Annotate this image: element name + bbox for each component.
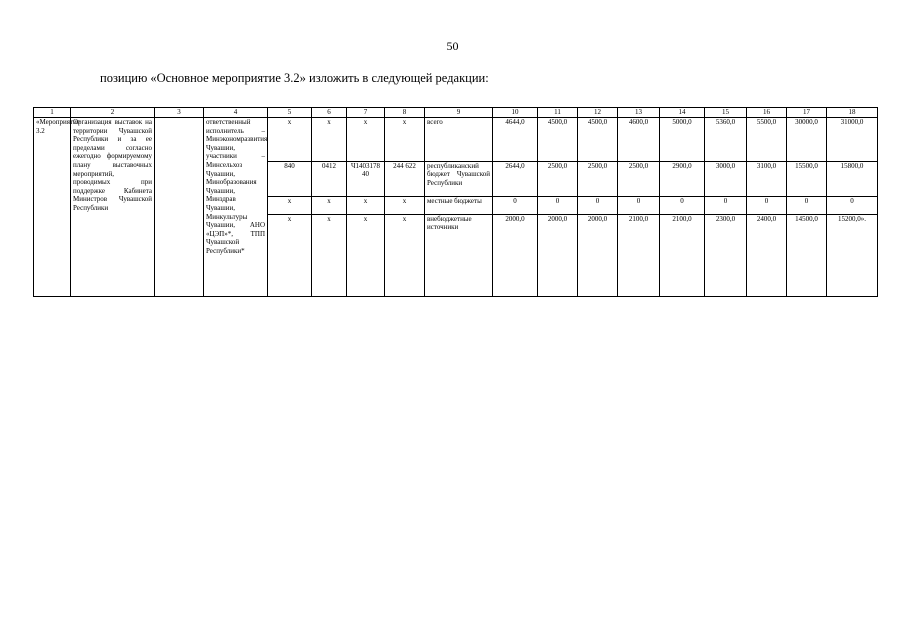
value-cell: 15200,0».	[827, 214, 878, 297]
value-cell: 14500,0	[787, 214, 827, 297]
value-cell: 2000,0	[578, 214, 618, 297]
value-cell: 5500,0	[747, 118, 787, 162]
code-cell: x	[347, 196, 385, 214]
value-cell: 0	[618, 196, 660, 214]
header-cell: 10	[493, 108, 538, 118]
executor-cell: ответственный исполнитель – Минэкономразвития Чувашии, участники – Минсельхоз Чувашии, Минобразования Чувашии, Минздрав Чувашии, Минкультуры Чувашии, АНО «ЦЭП»*, ТПП Чувашской Республики*	[204, 118, 268, 297]
value-cell: 2000,0	[538, 214, 578, 297]
value-cell: 2500,0	[538, 161, 578, 196]
code-cell: x	[312, 196, 347, 214]
code-cell: x	[385, 118, 425, 162]
measure-name-cell: Организация выставок на территории Чувашской Республики и за ее пределами согласно ежегодно формируемому плану выставочных мероприятий, проводимых при поддержке Кабинета Министров Чувашской Республики	[71, 118, 155, 297]
value-cell: 0	[660, 196, 705, 214]
header-cell: 15	[705, 108, 747, 118]
code-cell: x	[268, 118, 312, 162]
source-cell: республиканский бюджет Чувашской Республики	[425, 161, 493, 196]
value-cell: 3000,0	[705, 161, 747, 196]
value-cell: 2300,0	[705, 214, 747, 297]
value-cell: 4500,0	[578, 118, 618, 162]
value-cell: 2100,0	[618, 214, 660, 297]
header-cell: 5	[268, 108, 312, 118]
value-cell: 4600,0	[618, 118, 660, 162]
code-cell: x	[312, 214, 347, 297]
header-cell: 6	[312, 108, 347, 118]
header-cell: 4	[204, 108, 268, 118]
value-cell: 2500,0	[618, 161, 660, 196]
page-number: 50	[446, 39, 459, 53]
value-cell: 5360,0	[705, 118, 747, 162]
value-cell: 0	[827, 196, 878, 214]
value-cell: 5000,0	[660, 118, 705, 162]
value-cell: 4644,0	[493, 118, 538, 162]
value-cell: 2000,0	[493, 214, 538, 297]
code-cell: 840	[268, 161, 312, 196]
code-cell: x	[268, 214, 312, 297]
intro-text: позицию «Основное мероприятие 3.2» изложить в следующей редакции:	[100, 71, 489, 85]
table-row	[34, 118, 878, 162]
value-cell: 0	[787, 196, 827, 214]
code-cell: x	[312, 118, 347, 162]
code-cell: 244 622	[385, 161, 425, 196]
value-cell: 0	[493, 196, 538, 214]
value-cell: 2900,0	[660, 161, 705, 196]
program-cell	[155, 118, 204, 297]
code-cell: x	[385, 196, 425, 214]
value-cell: 0	[705, 196, 747, 214]
code-cell: x	[385, 214, 425, 297]
header-cell: 9	[425, 108, 493, 118]
value-cell: 31000,0	[827, 118, 878, 162]
value-cell: 3100,0	[747, 161, 787, 196]
header-cell: 1	[34, 108, 71, 118]
header-cell: 13	[618, 108, 660, 118]
source-cell: внебюджетные источники	[425, 214, 493, 297]
header-cell: 2	[71, 108, 155, 118]
value-cell: 2400,0	[747, 214, 787, 297]
header-cell: 12	[578, 108, 618, 118]
code-cell: Ч1403178 40	[347, 161, 385, 196]
header-cell: 11	[538, 108, 578, 118]
header-cell: 3	[155, 108, 204, 118]
measure-id-cell: «Мероприятие 3.2	[34, 118, 71, 297]
header-cell: 16	[747, 108, 787, 118]
value-cell: 15800,0	[827, 161, 878, 196]
program-table	[33, 107, 878, 297]
header-cell: 7	[347, 108, 385, 118]
code-cell: x	[268, 196, 312, 214]
value-cell: 15500,0	[787, 161, 827, 196]
value-cell: 0	[578, 196, 618, 214]
value-cell: 2500,0	[578, 161, 618, 196]
source-cell: всего	[425, 118, 493, 162]
header-cell: 18	[827, 108, 878, 118]
column-number-row	[34, 108, 878, 118]
code-cell: x	[347, 118, 385, 162]
code-cell: x	[347, 214, 385, 297]
header-cell: 17	[787, 108, 827, 118]
value-cell: 2644,0	[493, 161, 538, 196]
header-cell: 14	[660, 108, 705, 118]
code-cell: 0412	[312, 161, 347, 196]
value-cell: 0	[747, 196, 787, 214]
value-cell: 4500,0	[538, 118, 578, 162]
source-cell: местные бюджеты	[425, 196, 493, 214]
value-cell: 30000,0	[787, 118, 827, 162]
header-cell: 8	[385, 108, 425, 118]
value-cell: 0	[538, 196, 578, 214]
value-cell: 2100,0	[660, 214, 705, 297]
